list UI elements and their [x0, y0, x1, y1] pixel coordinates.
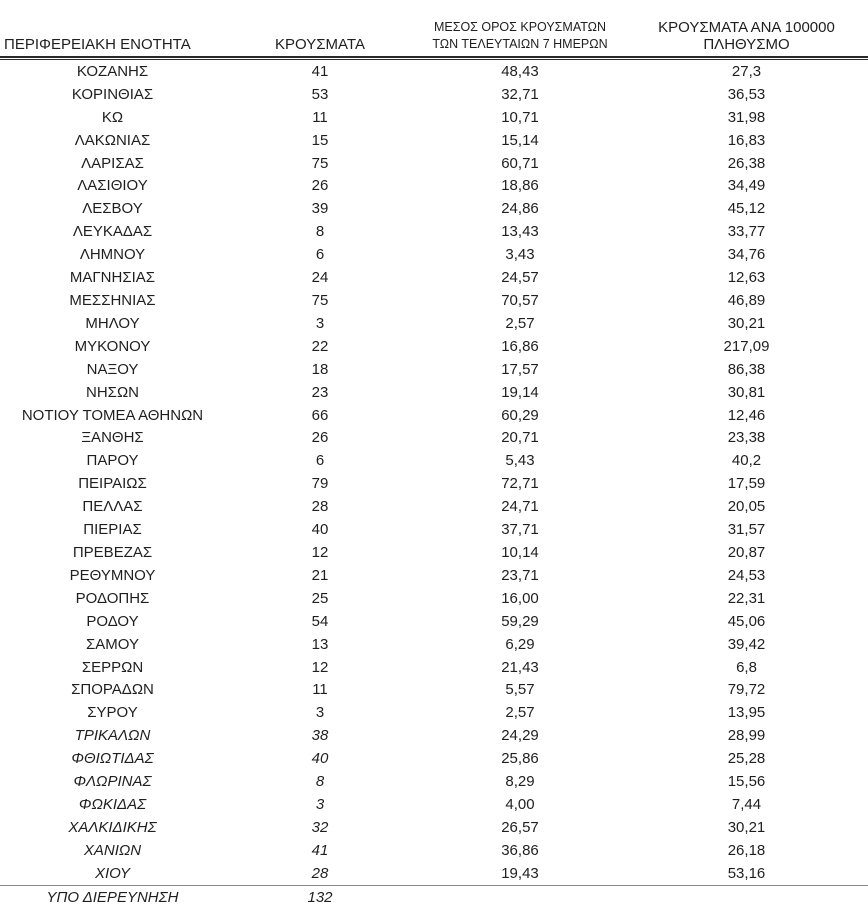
cell-cases: 66: [311, 406, 329, 424]
cell-per100k: 45,06: [727, 612, 766, 630]
cell-region: ΜΑΓΝΗΣΙΑΣ: [69, 269, 156, 287]
cell-avg7: 10,71: [501, 108, 539, 126]
cell-region: ΣΕΡΡΩΝ: [81, 658, 144, 676]
cell-per100k: 79,72: [727, 681, 766, 699]
table-row: [0, 266, 868, 289]
header-avg7-line2: ΤΩΝ ΤΕΛΕΥΤΑΙΩΝ 7 ΗΜΕΡΩΝ: [432, 37, 608, 52]
cell-region: ΝΗΣΩΝ: [86, 383, 139, 401]
cell-per100k: 12,63: [727, 269, 766, 287]
cell-avg7: 24,57: [501, 269, 539, 287]
cell-per100k: 86,38: [727, 360, 766, 378]
cell-avg7: 24,71: [501, 498, 539, 516]
table-row: [0, 358, 868, 381]
cell-avg7: 23,71: [501, 566, 539, 584]
cell-region: ΠΡΕΒΕΖΑΣ: [72, 543, 153, 561]
cell-cases: 8: [315, 773, 325, 791]
cell-avg7: 4,00: [505, 795, 535, 813]
cell-per100k: 28,99: [727, 727, 766, 745]
cell-region: ΚΟΡΙΝΘΙΑΣ: [71, 85, 154, 103]
header-per100k-line1: ΚΡΟΥΣΜΑΤΑ ΑΝΑ 100000: [658, 18, 835, 36]
cell-per100k: 30,21: [727, 314, 766, 332]
cell-avg7: 59,29: [501, 612, 539, 630]
table-row: [0, 564, 868, 587]
cell-region: ΠΕΛΛΑΣ: [82, 498, 143, 516]
table-row: [0, 495, 868, 518]
table-row: [0, 243, 868, 266]
cell-per100k: 45,12: [727, 200, 766, 218]
cell-avg7: 19,14: [501, 383, 539, 401]
table-row: [0, 724, 868, 747]
header-cases: ΚΡΟΥΣΜΑΤΑ: [275, 35, 365, 53]
cell-cases: 3: [315, 314, 325, 332]
table-row: [0, 839, 868, 862]
table-row: [0, 449, 868, 472]
cell-per100k: 36,53: [727, 85, 766, 103]
table-row: [0, 770, 868, 793]
table-row: [0, 862, 868, 885]
table-row: [0, 610, 868, 633]
cell-cases: 79: [311, 475, 329, 493]
cell-region: ΛΗΜΝΟΥ: [79, 246, 146, 264]
cell-per100k: 40,2: [731, 452, 762, 470]
header-per100k: [625, 19, 868, 54]
cell-region: ΚΩ: [101, 108, 124, 126]
cell-region: ΜΗΛΟΥ: [85, 314, 140, 332]
cell-per100k: 15,56: [727, 773, 766, 791]
cell-cases: 26: [311, 177, 329, 195]
header-avg7-line1: ΜΕΣΟΣ ΟΡΟΣ ΚΡΟΥΣΜΑΤΩΝ: [433, 20, 607, 35]
cell-region: ΡΟΔΟΥ: [86, 612, 139, 630]
cell-avg7: 17,57: [501, 360, 539, 378]
table-row: [0, 289, 868, 312]
cell-region: ΧΑΛΚΙΔΙΚΗΣ: [68, 818, 157, 836]
table-row: [0, 656, 868, 679]
cell-cases: 38: [311, 727, 329, 745]
cell-cases: 15: [311, 131, 329, 149]
cell-avg7: 37,71: [501, 521, 539, 539]
cell-region: ΥΠΟ ΔΙΕΡΕΥΝΗΣΗ: [46, 888, 179, 904]
cell-per100k: 16,83: [727, 131, 766, 149]
cell-cases: 32: [311, 818, 329, 836]
table-row: [0, 427, 868, 450]
table-row: [0, 381, 868, 404]
cell-avg7: 6,29: [505, 635, 535, 653]
cell-per100k: 26,38: [727, 154, 766, 172]
cell-region: ΡΟΔΟΠΗΣ: [75, 589, 150, 607]
cell-per100k: 31,57: [727, 521, 766, 539]
cell-cases: 23: [311, 383, 329, 401]
cell-avg7: 15,14: [501, 131, 539, 149]
cell-avg7: 24,29: [501, 727, 539, 745]
cell-per100k: 27,3: [731, 62, 762, 80]
cell-cases: 53: [311, 85, 329, 103]
cell-per100k: 46,89: [727, 292, 766, 310]
cell-cases: 12: [311, 543, 329, 561]
table-row: [0, 335, 868, 358]
footer-row: [0, 886, 868, 904]
cell-per100k: 17,59: [727, 475, 766, 493]
cell-cases: 8: [315, 223, 325, 241]
cell-cases: 12: [311, 658, 329, 676]
cell-cases: 41: [311, 62, 329, 80]
cell-cases: 40: [311, 521, 329, 539]
cell-cases: 3: [315, 704, 325, 722]
cell-per100k: 33,77: [727, 223, 766, 241]
cell-cases: 75: [311, 292, 329, 310]
cell-cases: 132: [307, 888, 333, 904]
table-row: [0, 701, 868, 724]
cell-cases: 22: [311, 337, 329, 355]
cell-cases: 40: [311, 750, 329, 768]
cell-region: ΞΑΝΘΗΣ: [81, 429, 144, 447]
cell-cases: 28: [311, 498, 329, 516]
cell-region: ΜΥΚΟΝΟΥ: [74, 337, 151, 355]
cell-per100k: 22,31: [727, 589, 766, 607]
cell-per100k: 6,8: [736, 658, 757, 676]
cell-cases: 25: [311, 589, 329, 607]
cell-region: ΚΟΖΑΝΗΣ: [76, 62, 149, 80]
cell-cases: 24: [311, 269, 329, 287]
cell-cases: 13: [311, 635, 329, 653]
cell-per100k: 25,28: [727, 750, 766, 768]
cell-avg7: 16,86: [501, 337, 539, 355]
cell-avg7: 48,43: [501, 62, 539, 80]
cell-per100k: 31,98: [727, 108, 766, 126]
cell-region: ΦΩΚΙΔΑΣ: [78, 795, 147, 813]
table-row: [0, 83, 868, 106]
cell-cases: 26: [311, 429, 329, 447]
cell-avg7: 5,43: [505, 452, 535, 470]
cell-per100k: 7,44: [731, 795, 762, 813]
cell-avg7: 26,57: [501, 818, 539, 836]
cell-per100k: 12,46: [727, 406, 766, 424]
cell-per100k: 39,42: [727, 635, 766, 653]
cell-avg7: 60,29: [501, 406, 539, 424]
cell-cases: 11: [312, 108, 328, 126]
cell-per100k: 217,09: [723, 337, 770, 355]
cell-per100k: 53,16: [727, 864, 766, 882]
cell-region: ΧΑΝΙΩΝ: [83, 841, 142, 859]
cell-region: ΛΑΡΙΣΑΣ: [81, 154, 144, 172]
table-row: [0, 404, 868, 427]
cell-avg7: 60,71: [501, 154, 539, 172]
table-row: [0, 152, 868, 175]
header-per100k-line2: ΠΛΗΘΥΣΜΟ: [703, 35, 790, 53]
cell-region: ΤΡΙΚΑΛΩΝ: [74, 727, 151, 745]
cell-region: ΣΑΜΟΥ: [86, 635, 139, 653]
table-row: [0, 175, 868, 198]
cell-avg7: 3,43: [505, 246, 535, 264]
cell-region: ΛΑΚΩΝΙΑΣ: [74, 131, 151, 149]
cell-cases: 54: [311, 612, 329, 630]
table-row: [0, 816, 868, 839]
cell-region: ΠΕΙΡΑΙΩΣ: [78, 475, 147, 493]
table-header: [0, 0, 868, 56]
cell-cases: 6: [315, 246, 325, 264]
cell-avg7: 18,86: [501, 177, 539, 195]
cell-avg7: 72,71: [501, 475, 539, 493]
table-row: [0, 747, 868, 770]
cell-region: ΝΑΞΟΥ: [86, 360, 139, 378]
cell-per100k: 20,05: [727, 498, 766, 516]
cell-avg7: 19,43: [501, 864, 539, 882]
cell-cases: 3: [315, 795, 325, 813]
cell-per100k: 26,18: [727, 841, 766, 859]
cell-region: ΣΥΡΟΥ: [87, 704, 138, 722]
cell-cases: 39: [311, 200, 329, 218]
cell-region: ΠΙΕΡΙΑΣ: [83, 521, 142, 539]
table-row: [0, 678, 868, 701]
cell-avg7: 36,86: [501, 841, 539, 859]
cell-region: ΝΟΤΙΟΥ ΤΟΜΕΑ ΑΘΗΝΩΝ: [21, 406, 204, 424]
cell-cases: 75: [311, 154, 329, 172]
cell-cases: 21: [311, 566, 329, 584]
table-row: [0, 106, 868, 129]
cell-per100k: 20,87: [727, 543, 766, 561]
table-body: [0, 60, 868, 885]
cell-avg7: 70,57: [501, 292, 539, 310]
cell-region: ΡΕΘΥΜΝΟΥ: [69, 566, 156, 584]
cell-per100k: 23,38: [727, 429, 766, 447]
cell-region: ΦΛΩΡΙΝΑΣ: [73, 773, 152, 791]
cell-cases: 18: [311, 360, 329, 378]
table-row: [0, 129, 868, 152]
table-row: [0, 220, 868, 243]
cell-per100k: 13,95: [727, 704, 766, 722]
cell-region: ΦΘΙΩΤΙΔΑΣ: [71, 750, 154, 768]
cell-avg7: 16,00: [501, 589, 539, 607]
table-row: [0, 518, 868, 541]
table-row: [0, 587, 868, 610]
table-row: [0, 60, 868, 83]
cell-avg7: 2,57: [505, 704, 535, 722]
cell-avg7: 2,57: [505, 314, 535, 332]
table-row: [0, 633, 868, 656]
cell-avg7: 8,29: [505, 773, 535, 791]
cell-region: ΛΕΥΚΑΔΑΣ: [72, 223, 153, 241]
table-row: [0, 541, 868, 564]
cell-region: ΠΑΡΟΥ: [86, 452, 139, 470]
table-row: [0, 793, 868, 816]
header-avg7: [415, 19, 625, 53]
cell-per100k: 34,76: [727, 246, 766, 264]
cell-avg7: 13,43: [501, 223, 539, 241]
cell-per100k: 30,21: [727, 818, 766, 836]
cell-cases: 11: [312, 681, 328, 699]
table-row: [0, 197, 868, 220]
table-row: [0, 472, 868, 495]
cell-region: ΧΙΟΥ: [94, 864, 131, 882]
cell-avg7: 24,86: [501, 200, 539, 218]
cell-avg7: 5,57: [505, 681, 535, 699]
table-row: [0, 312, 868, 335]
cell-region: ΛΑΣΙΘΙΟΥ: [77, 177, 148, 195]
cell-per100k: 30,81: [727, 383, 766, 401]
cell-cases: 6: [315, 452, 325, 470]
cell-region: ΣΠΟΡΑΔΩΝ: [71, 681, 154, 699]
cell-avg7: 25,86: [501, 750, 539, 768]
cell-avg7: 20,71: [501, 429, 539, 447]
cell-per100k: 34,49: [727, 177, 766, 195]
cell-region: ΜΕΣΣΗΝΙΑΣ: [69, 292, 156, 310]
cell-cases: 41: [311, 841, 329, 859]
header-region: ΠΕΡΙΦΕΡΕΙΑΚΗ ΕΝΟΤΗΤΑ: [4, 35, 191, 53]
cell-avg7: 10,14: [501, 543, 539, 561]
cell-region: ΛΕΣΒΟΥ: [82, 200, 143, 218]
cell-cases: 28: [311, 864, 329, 882]
cell-avg7: 32,71: [501, 85, 539, 103]
cell-per100k: 24,53: [727, 566, 766, 584]
cell-avg7: 21,43: [501, 658, 539, 676]
